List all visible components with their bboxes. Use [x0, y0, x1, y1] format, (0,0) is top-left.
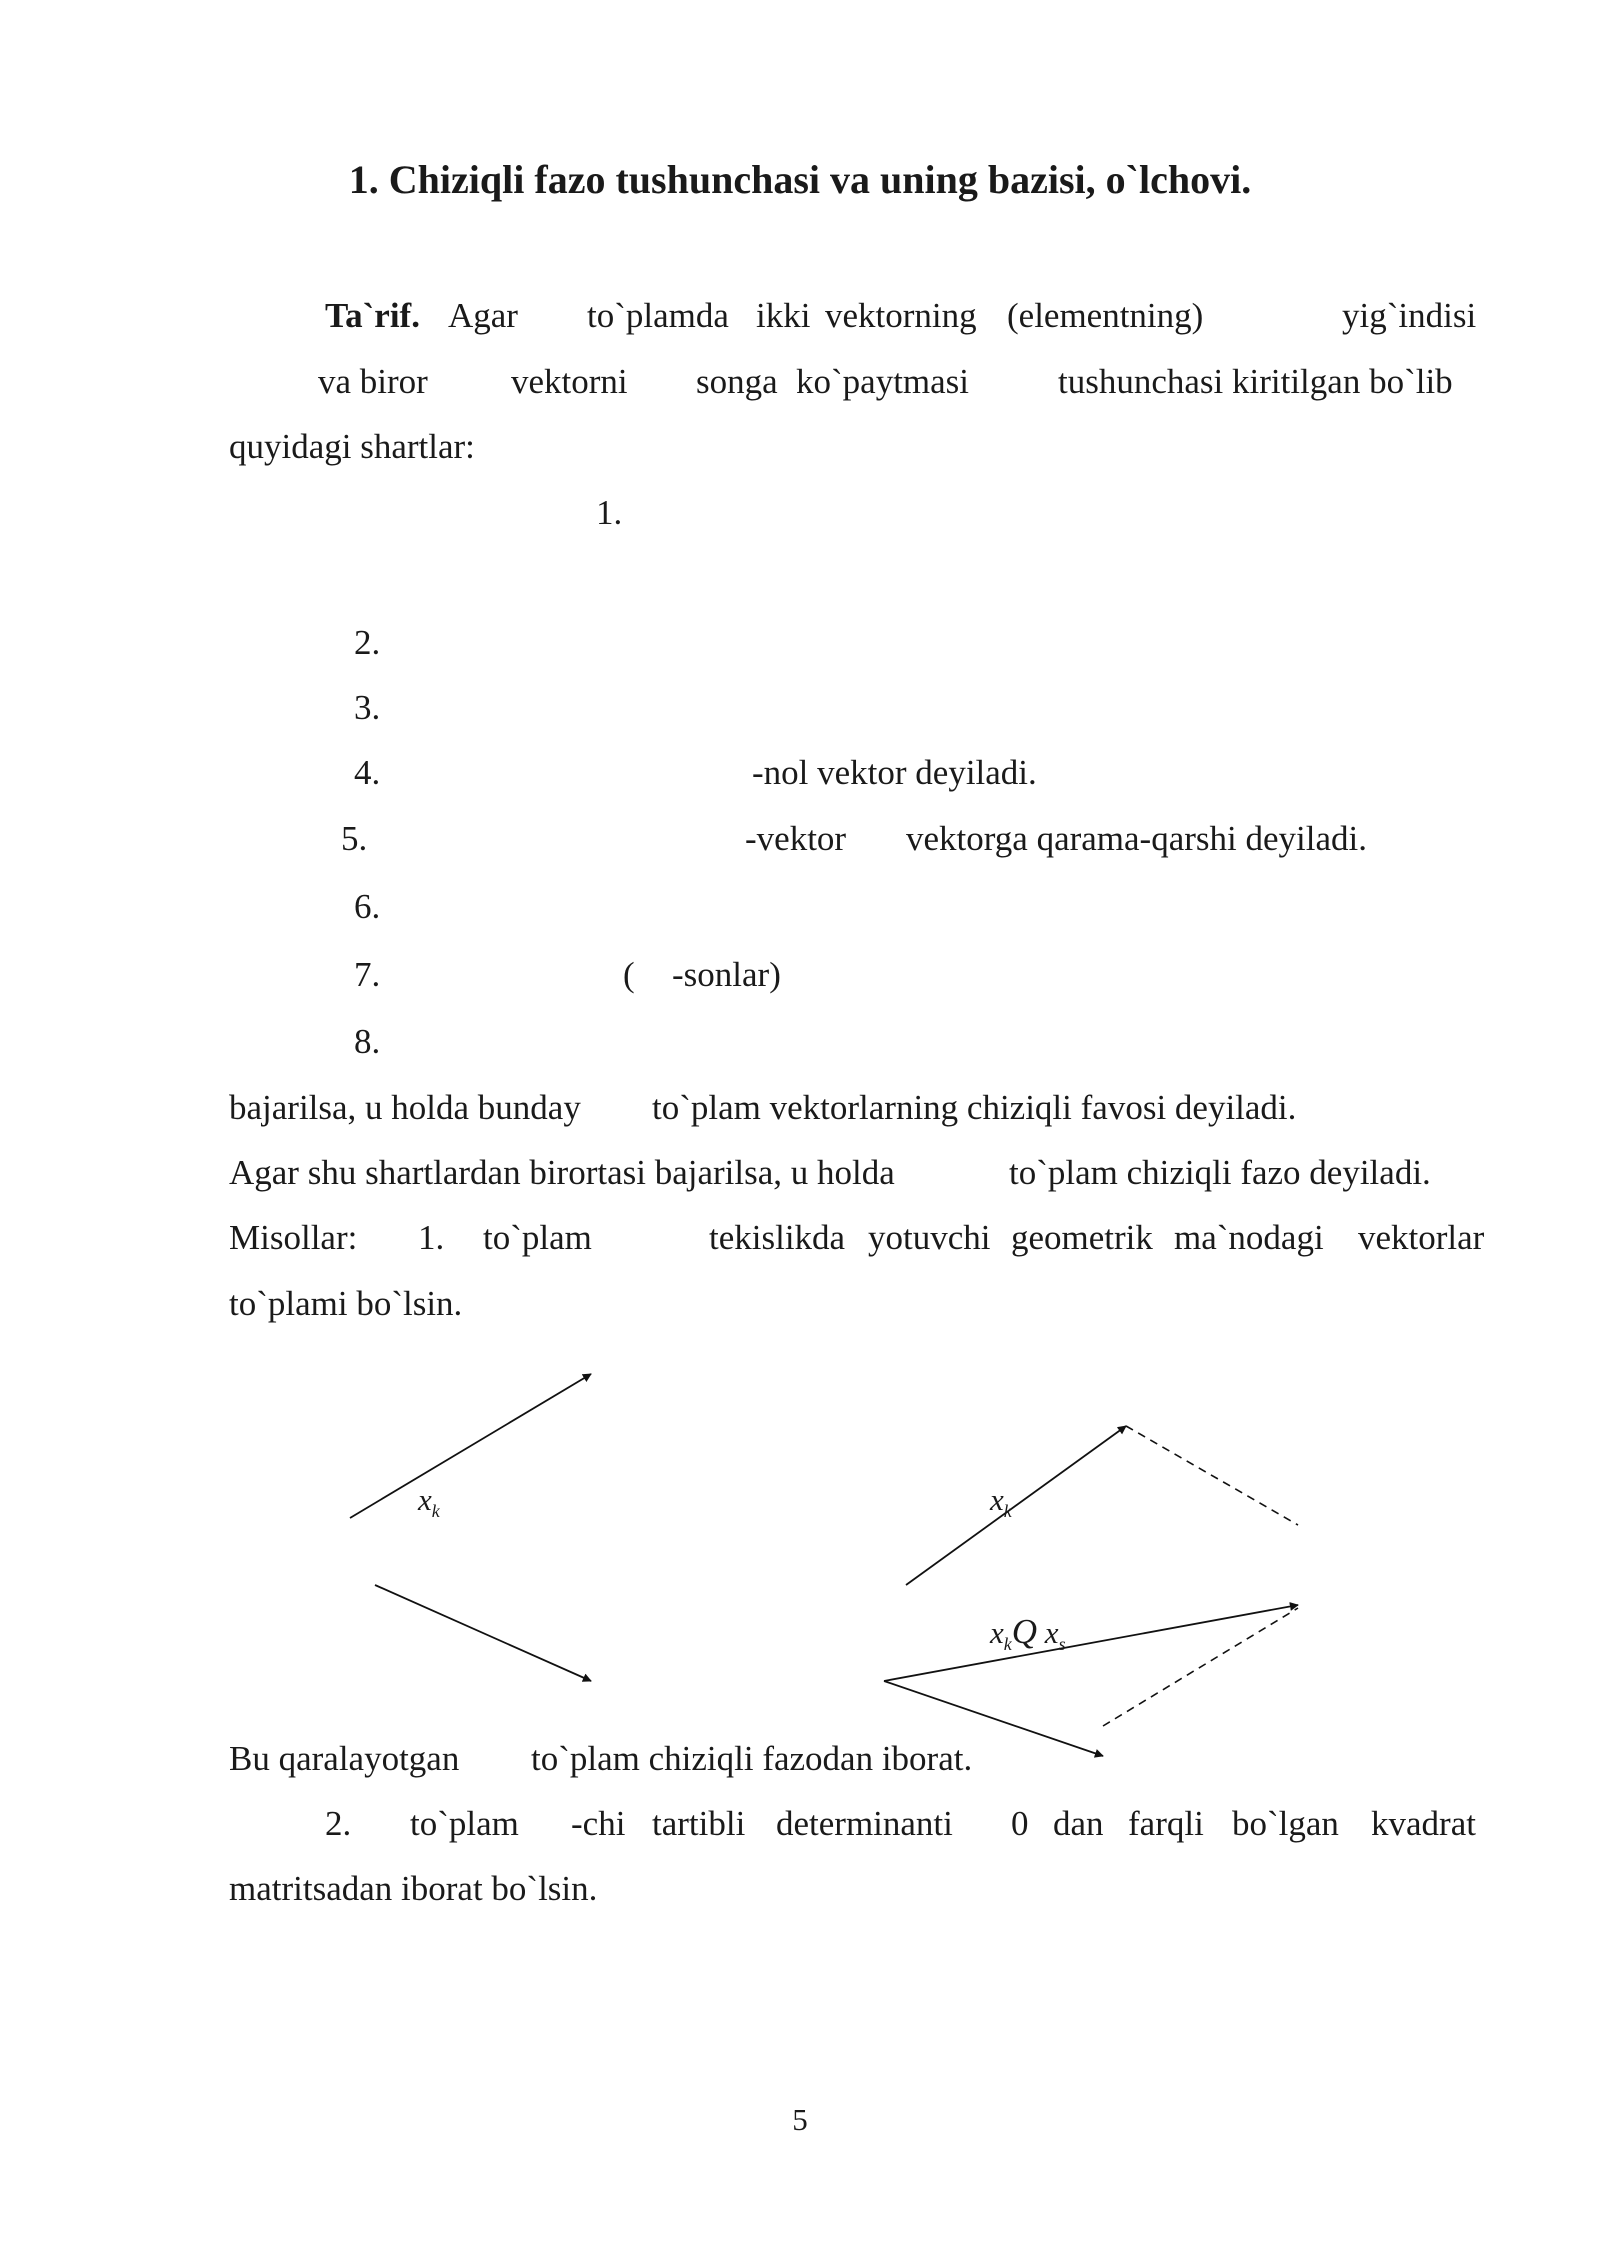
vector-arrow [884, 1605, 1298, 1681]
definition-line: quyidagi shartlar: [229, 427, 475, 466]
paragraph-line: Agar shu shartlardan birortasi bajarilsa, u holda [229, 1153, 895, 1192]
condition-text: -nol vektor deyiladi. [752, 753, 1037, 792]
definition-word: ko`paytmasi [796, 362, 970, 401]
vector-arrow [906, 1426, 1126, 1585]
conclusion-word: 0 [1011, 1804, 1029, 1843]
conclusion-word: -chi [571, 1804, 626, 1843]
vector-label: $x_k$ [990, 1482, 1012, 1522]
example-line: to`plami bo`lsin. [229, 1284, 463, 1323]
example-word: ma`nodagi [1174, 1218, 1324, 1257]
definition-word: vektorning [825, 296, 977, 335]
definition-word: va biror [318, 362, 428, 401]
definition-label: Ta`rif. [325, 296, 420, 335]
condition-number: 4. [354, 753, 381, 792]
condition-text: ( [623, 955, 635, 994]
conclusion-word: tartibli [652, 1804, 746, 1843]
definition-word: yig`indisi [1342, 296, 1477, 335]
definition-word: songa [696, 362, 778, 401]
condition-number: 1. [596, 493, 623, 532]
definition-word: tushunchasi kiritilgan bo`lib [1058, 362, 1453, 401]
paragraph-line: to`plam vektorlarning chiziqli favosi deyiladi. [652, 1088, 1297, 1127]
page-number: 5 [792, 2102, 808, 2137]
vector-sum-label: $x_kQ$ $x_s$ [990, 1612, 1066, 1655]
example-word: to`plam [483, 1218, 592, 1257]
page-title: 1. Chiziqli fazo tushunchasi va uning bazisi, o`lchovi. [348, 157, 1252, 202]
paragraph-line: to`plam chiziqli fazodan iborat. [531, 1739, 973, 1778]
vector-arrow [375, 1585, 591, 1681]
condition-number: 5. [341, 819, 368, 858]
condition-text: -sonlar) [672, 955, 781, 994]
conclusion-word: bo`lgan [1232, 1804, 1339, 1843]
paragraph-line: to`plam chiziqli fazo deyiladi. [1009, 1153, 1431, 1192]
paragraph-line: bajarilsa, u holda bunday [229, 1088, 581, 1127]
paragraph-line: Bu qaralayotgan [229, 1739, 460, 1778]
conclusion-word: farqli [1128, 1804, 1204, 1843]
conclusion-word: 2. [325, 1804, 352, 1843]
conclusion-word: to`plam [410, 1804, 519, 1843]
condition-number: 8. [354, 1022, 381, 1061]
condition-text: -vektor [745, 819, 847, 858]
vector-label: $x_k$ [418, 1482, 440, 1522]
condition-number: 2. [354, 623, 381, 662]
definition-word: vektorni [511, 362, 628, 401]
conclusion-word: kvadrat [1371, 1804, 1476, 1843]
definition-word: ikki [756, 296, 811, 335]
example-word: tekislikda [709, 1218, 846, 1257]
conclusion-word: determinanti [776, 1804, 953, 1843]
paragraph-line: matritsadan iborat bo`lsin. [229, 1869, 598, 1908]
example-word: 1. [418, 1218, 445, 1257]
vector-arrow [350, 1374, 591, 1522]
condition-number: 7. [354, 955, 381, 994]
example-word: vektorlar [1358, 1218, 1485, 1257]
conclusion-word: dan [1053, 1804, 1104, 1843]
definition-word: (elementning) [1007, 296, 1204, 335]
example-word: yotuvchi [868, 1218, 991, 1257]
definition-word: Agar [448, 296, 518, 335]
dashed-line [1126, 1426, 1298, 1525]
dashed-line [1103, 1608, 1298, 1726]
definition-word: to`plamda [587, 296, 729, 335]
example-word: Misollar: [229, 1218, 358, 1257]
condition-text: vektorga qarama-qarshi deyiladi. [906, 819, 1367, 858]
example-word: geometrik [1011, 1218, 1153, 1257]
condition-number: 6. [354, 887, 381, 926]
condition-number: 3. [354, 688, 381, 727]
